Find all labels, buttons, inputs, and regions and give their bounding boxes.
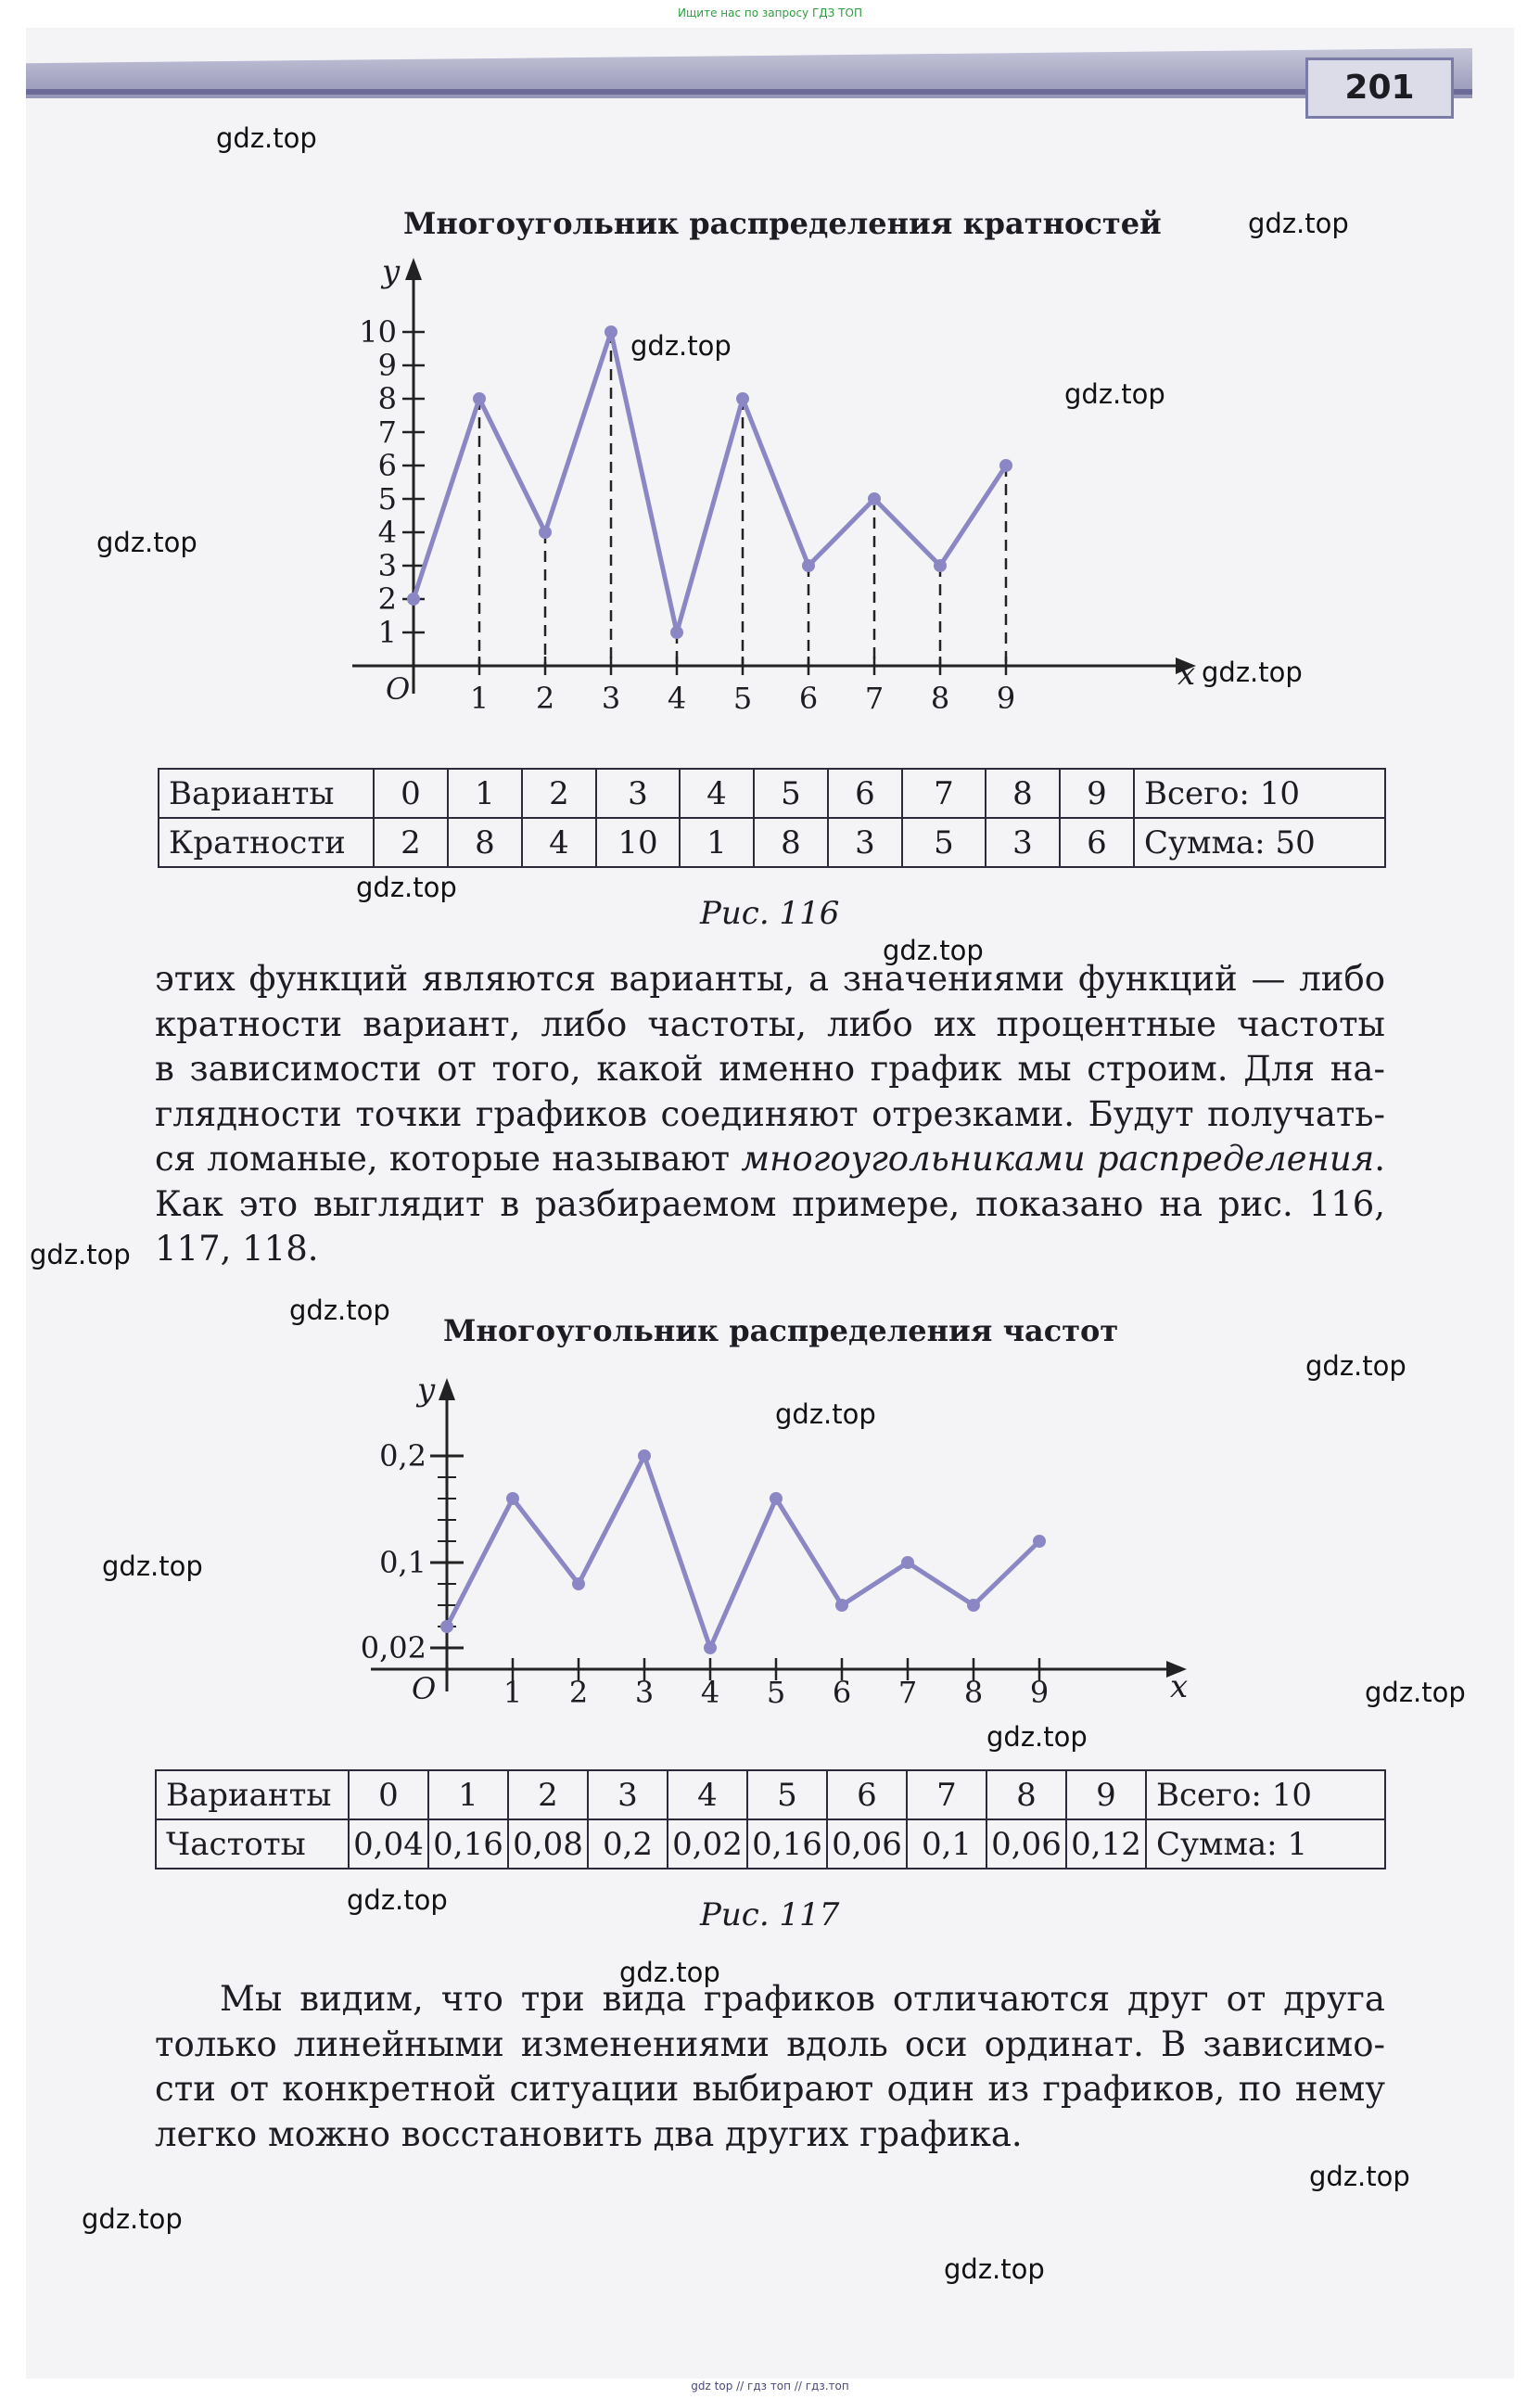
paragraph2-line: сти от конкретной ситуации выбирают один из графиков, по нему: [155, 2069, 1385, 2109]
figure2-caption: Рис. 117: [700, 1896, 840, 1933]
x-tick-label: 3: [634, 1675, 655, 1710]
watermark: gdz.top: [96, 527, 197, 558]
table1-cell: 2: [374, 818, 448, 867]
watermark: gdz.top: [944, 2253, 1045, 2285]
watermark: gdz.top: [1309, 2161, 1410, 2192]
table1-cell: 0: [374, 769, 448, 818]
watermark: gdz.top: [1305, 1350, 1406, 1382]
x-tick-label: 5: [732, 681, 753, 716]
data-point: [999, 459, 1012, 472]
x-tick-label: 3: [601, 681, 621, 716]
x-tick-label: 6: [832, 1675, 852, 1710]
table2-cell: 5: [747, 1770, 827, 1819]
x-tick-label: 8: [963, 1675, 984, 1710]
table1-cell: 4: [522, 818, 596, 867]
table1-row1-label: Варианты: [159, 769, 374, 818]
x-tick-label: 1: [503, 1675, 523, 1710]
paragraph1-text: ся ломаные, которые называют: [155, 1139, 742, 1179]
watermark: gdz.top: [883, 935, 984, 966]
watermark: gdz.top: [30, 1239, 131, 1270]
y-tick-label: 10: [359, 314, 397, 350]
table2-row1-label: Варианты: [156, 1770, 349, 1819]
y-tick-label: 9: [377, 348, 397, 383]
table1-cell: 5: [754, 769, 828, 818]
data-point: [934, 559, 947, 572]
table2-cell: 9: [1066, 1770, 1146, 1819]
table2-cell: 0,2: [588, 1819, 668, 1869]
table1-cell: 6: [1060, 818, 1134, 867]
data-point: [967, 1599, 980, 1612]
table1-cell: 5: [902, 818, 986, 867]
data-point: [440, 1620, 453, 1633]
table2-cell: 3: [588, 1770, 668, 1819]
table1-cell: 6: [828, 769, 902, 818]
watermark: gdz.top: [216, 122, 317, 154]
table2-cell: 0,08: [508, 1819, 588, 1869]
table2-cell: 0,02: [668, 1819, 747, 1869]
y-tick-label: 4: [377, 515, 397, 550]
paragraph1: [155, 957, 1385, 1272]
table2-cell: 6: [827, 1770, 907, 1819]
table1-row-variants: [159, 769, 1385, 818]
watermark: gdz.top: [1064, 378, 1165, 410]
x-tick-label: 1: [469, 681, 490, 716]
table2-cell: 2: [508, 1770, 588, 1819]
table2-row-variants: [156, 1770, 1385, 1819]
table1-cell: 3: [596, 769, 680, 818]
origin-label: O: [412, 1671, 437, 1706]
chart1-svg: [343, 250, 1233, 714]
table1-cell: 7: [902, 769, 986, 818]
table2-cell: 0: [349, 1770, 428, 1819]
x-tick-label: 8: [930, 681, 950, 716]
table2-cell: 0,16: [747, 1819, 827, 1869]
table1-cell: 3: [828, 818, 902, 867]
paragraph1-term: многоугольниками распределения: [741, 1139, 1375, 1179]
y-tick-label: 8: [377, 381, 397, 416]
watermark: gdz.top: [986, 1721, 1088, 1753]
watermark: gdz.top: [1248, 208, 1349, 239]
table2-sum: Сумма: 1: [1146, 1819, 1385, 1869]
paragraph2-line: Мы видим, что три вида графиков отличаются друг от друга: [220, 1979, 1385, 2019]
table1-row-values: [159, 818, 1385, 867]
data-point: [1033, 1535, 1046, 1548]
watermark: gdz.top: [775, 1398, 876, 1430]
y-tick-label: 2: [377, 581, 397, 617]
data-point: [835, 1599, 848, 1612]
table2-cell: 0,06: [827, 1819, 907, 1869]
table2-cell: 7: [907, 1770, 986, 1819]
watermark: gdz.top: [619, 1957, 720, 1988]
table2-cell: 0,12: [1066, 1819, 1146, 1869]
table1-cell: 4: [680, 769, 754, 818]
paragraph2: [155, 1977, 1385, 2157]
table2-total: Всего: 10: [1146, 1770, 1385, 1819]
table2-cell: 0,04: [349, 1819, 428, 1869]
table1-cell: 1: [680, 818, 754, 867]
table1-cell: 10: [596, 818, 680, 867]
table1-cell: 3: [986, 818, 1060, 867]
figure1-caption: Рис. 116: [700, 895, 840, 932]
bottom-banner: gdz top // гдз топ // гдз.топ: [691, 2380, 849, 2393]
y-tick-label: 5: [377, 481, 397, 517]
y-tick-label: 0,02: [360, 1630, 426, 1665]
table2-cell: 0,16: [428, 1819, 508, 1869]
table2-cell: 1: [428, 1770, 508, 1819]
paragraph1-line: этих функций являются варианты, а значениями функций — либо: [155, 959, 1385, 999]
paragraph1-line: 117, 118.: [155, 1229, 319, 1269]
paragraph1-line: кратности вариант, либо частоты, либо их процентные частоты: [155, 1003, 1385, 1044]
data-point: [407, 593, 420, 606]
data-point: [572, 1577, 585, 1590]
y-tick-label: 6: [377, 448, 397, 483]
table1-total: Всего: 10: [1134, 769, 1385, 818]
x-tick-label: 6: [798, 681, 819, 716]
table1-cell: 1: [448, 769, 522, 818]
table2-row2-label: Частоты: [156, 1819, 349, 1869]
y-tick-label: 7: [377, 415, 397, 450]
data-point: [670, 626, 683, 639]
series-line: [414, 332, 1006, 632]
watermark: gdz.top: [289, 1295, 390, 1326]
y-tick-label: 0,1: [379, 1545, 426, 1580]
page-number: 201: [1305, 57, 1454, 119]
y-tick-label: 3: [377, 548, 397, 583]
table2-cell: 0,1: [907, 1819, 986, 1869]
table1-cell: 9: [1060, 769, 1134, 818]
header-line: [26, 89, 1472, 95]
data-point: [473, 392, 486, 405]
x-tick-label: 4: [700, 1675, 720, 1710]
x-tick-label: 5: [766, 1675, 786, 1710]
paragraph2-line: легко можно восстановить два других графика.: [155, 2113, 1023, 2154]
paragraph1-line: Как это выглядит в разбираемом примере, показано на рис. 116,: [155, 1183, 1385, 1224]
data-point: [802, 559, 815, 572]
x-tick-label: 9: [1029, 1675, 1050, 1710]
table2-cell: 4: [668, 1770, 747, 1819]
x-tick-label: 9: [996, 681, 1016, 716]
table1-cell: 8: [448, 818, 522, 867]
chart1-title: Многоугольник распределения кратностей: [403, 206, 1162, 241]
watermark: gdz.top: [1202, 657, 1303, 688]
x-tick-label: 2: [535, 681, 555, 716]
watermark: gdz.top: [630, 330, 732, 362]
table2-cell: 8: [986, 1770, 1066, 1819]
x-axis-label: x: [1170, 1668, 1189, 1705]
y-tick-label: 1: [377, 615, 397, 650]
watermark: gdz.top: [82, 2203, 183, 2235]
data-point: [704, 1641, 717, 1654]
data-point: [605, 325, 617, 338]
table1-cell: 8: [754, 818, 828, 867]
x-axis-label: x: [1177, 656, 1196, 693]
y-axis-arrow: [405, 258, 422, 280]
chart2-title: Многоугольник распределения частот: [443, 1313, 1119, 1348]
y-tick-label: 0,2: [379, 1438, 426, 1474]
watermark: gdz.top: [102, 1550, 203, 1582]
data-point: [901, 1556, 914, 1569]
y-axis-label: y: [417, 1372, 436, 1409]
table1-cell: 2: [522, 769, 596, 818]
paragraph1-text: .: [1374, 1139, 1385, 1179]
x-tick-label: 7: [864, 681, 885, 716]
paragraph1-line: [155, 1137, 1385, 1182]
table2-cell: 0,06: [986, 1819, 1066, 1869]
data-point: [539, 526, 552, 539]
table1-sum: Сумма: 50: [1134, 818, 1385, 867]
series-line: [447, 1456, 1039, 1648]
data-point: [736, 392, 749, 405]
table1: [158, 768, 1386, 868]
data-point: [770, 1492, 783, 1505]
watermark: gdz.top: [356, 872, 457, 903]
data-point: [506, 1492, 519, 1505]
x-tick-label: 2: [568, 1675, 589, 1710]
table1-cell: 8: [986, 769, 1060, 818]
y-axis-label: y: [382, 253, 401, 290]
origin-label: O: [386, 671, 411, 707]
top-banner: Ищите нас по запросу ГДЗ ТОП: [678, 6, 862, 19]
y-axis-arrow: [439, 1378, 455, 1400]
x-tick-label: 7: [897, 1675, 918, 1710]
watermark: gdz.top: [1365, 1677, 1466, 1708]
table2: [155, 1769, 1386, 1869]
table1-row2-label: Кратности: [159, 818, 374, 867]
data-point: [638, 1449, 651, 1462]
x-tick-label: 4: [667, 681, 687, 716]
paragraph2-line: только линейными изменениями вдоль оси ординат. В зависимо-: [155, 2023, 1385, 2064]
watermark: gdz.top: [347, 1884, 448, 1916]
paragraph1-line: глядности точки графиков соединяют отрезками. Будут получать-: [155, 1093, 1385, 1134]
paragraph1-line: в зависимости от того, какой именно график мы строим. Для на-: [155, 1049, 1385, 1089]
table2-row-values: [156, 1819, 1385, 1869]
data-point: [868, 492, 881, 505]
